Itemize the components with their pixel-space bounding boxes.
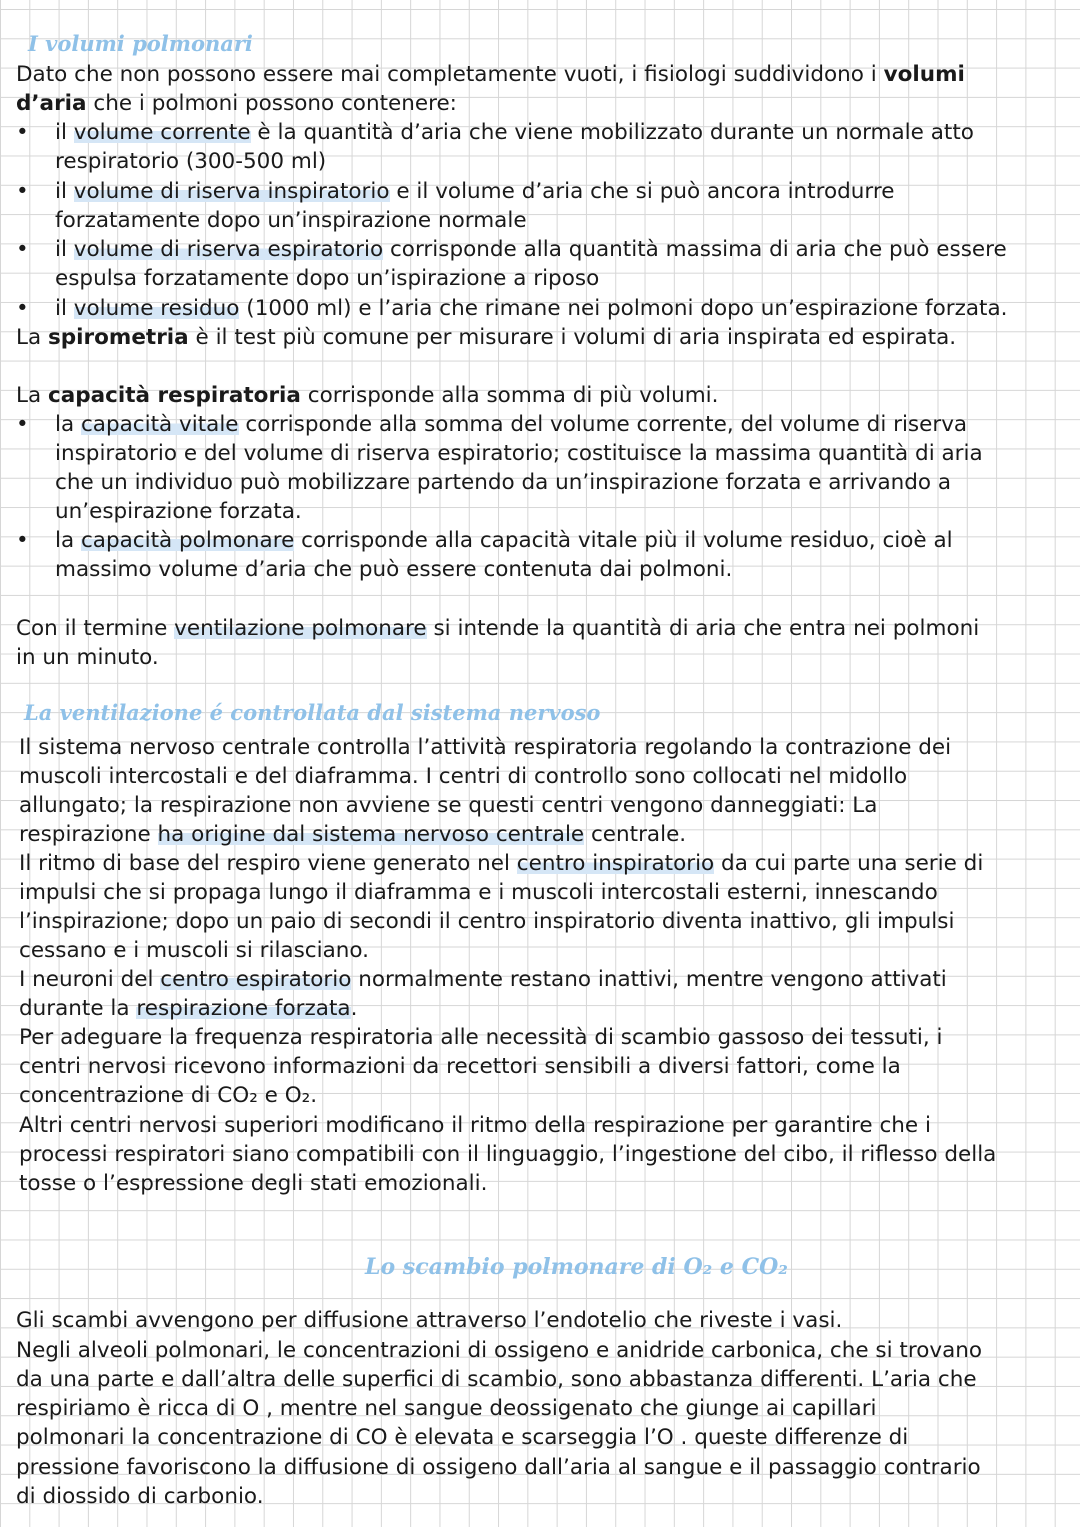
- intro-line-1: Dato che non possono essere mai completamente vuoti, i fisiologi suddividono i volumi: [16, 62, 965, 87]
- bullet-dot: •: [16, 179, 29, 204]
- paragraph-line: polmonari la concentrazione di CO è elevata e scarseggia l’O . queste differenze di: [16, 1425, 909, 1450]
- section-heading-ventilazione: La ventilazione é controllata dal sistema nervoso: [24, 700, 601, 725]
- paragraph-line: concentrazione di CO₂ e O₂.: [19, 1083, 318, 1108]
- bullet-dot: •: [16, 528, 29, 553]
- bullet-riserva-inspiratorio: il volume di riserva inspiratorio e il volume d’aria che si può ancora introdurre: [55, 179, 895, 204]
- section-heading-volumi: I volumi polmonari: [28, 31, 253, 56]
- bullet-dot: •: [16, 120, 29, 145]
- bullet-dot: •: [16, 237, 29, 262]
- bullet-volume-corrente: il volume corrente è la quantità d’aria che viene mobilizzato durante un normale atto: [55, 120, 974, 145]
- paragraph-line: Gli scambi avvengono per diffusione attraverso l’endotelio che riveste i vasi.: [16, 1308, 843, 1333]
- paragraph-line: l’inspirazione; dopo un paio di secondi il centro inspiratorio diventa inattivo, gli impulsi: [19, 909, 955, 934]
- spirometria-line: La spirometria è il test più comune per misurare i volumi di aria inspirata ed espirata.: [16, 325, 957, 350]
- paragraph-line: impulsi che si propaga lungo il diaframma e i muscoli intercostali esterni, innescando: [19, 880, 938, 905]
- bullet-riserva-espiratorio: il volume di riserva espiratorio corrisponde alla quantità massima di aria che può essere: [55, 237, 1007, 262]
- ventilazione-line: Con il termine ventilazione polmonare si intende la quantità di aria che entra nei polmoni: [16, 616, 980, 641]
- paragraph-line: centri nervosi ricevono informazioni da recettori sensibili a diversi fattori, come la: [19, 1054, 901, 1079]
- bullet-continuation: massimo volume d’aria che può essere contenuta dai polmoni.: [55, 557, 733, 582]
- paragraph-line: respirazione ha origine dal sistema nervoso centrale centrale.: [19, 822, 687, 847]
- bullet-dot: •: [16, 296, 29, 321]
- intro-line-2: d’aria che i polmoni possono contenere:: [16, 91, 457, 116]
- paragraph-line: Il sistema nervoso centrale controlla l’attività respiratoria regolando la contrazione dei: [19, 735, 952, 760]
- paragraph-line: pressione favoriscono la diffusione di ossigeno dall’aria al sangue e il passaggio contrario: [16, 1455, 981, 1480]
- paragraph-line: cessano e i muscoli si rilasciano.: [19, 938, 370, 963]
- paragraph-line: da una parte e dall’altra delle superfici di scambio, sono abbastanza differenti. L’aria che: [16, 1367, 977, 1392]
- paragraph-line: Il ritmo di base del respiro viene generato nel centro inspiratorio da cui parte una serie di: [19, 851, 984, 876]
- paragraph-line: processi respiratori siano compatibili con il linguaggio, l’ingestione del cibo, il riflesso della: [19, 1142, 997, 1167]
- paragraph-line: Per adeguare la frequenza respiratoria alle necessità di scambio gassoso dei tessuti, i: [19, 1025, 943, 1050]
- bullet-continuation: respiratorio (300-500 ml): [55, 149, 327, 174]
- bullet-continuation: forzatamente dopo un’inspirazione normale: [55, 208, 527, 233]
- bullet-dot: •: [16, 412, 29, 437]
- bullet-volume-residuo: il volume residuo (1000 ml) e l’aria che rimane nei polmoni dopo un’espirazione forzata.: [55, 296, 1008, 321]
- bullet-continuation: un’espirazione forzata.: [55, 499, 302, 524]
- bullet-continuation: inspiratorio e del volume di riserva espiratorio; costituisce la massima quantità di aria: [55, 441, 983, 466]
- bullet-continuation: espulsa forzatamente dopo un’ispirazione a riposo: [55, 266, 600, 291]
- paragraph-line: Altri centri nervosi superiori modificano il ritmo della respirazione per garantire che i: [19, 1113, 931, 1138]
- bullet-capacita-polmonare: la capacità polmonare corrisponde alla capacità vitale più il volume residuo, cioè al: [55, 528, 953, 553]
- paragraph-line: muscoli intercostali e del diaframma. I centri di controllo sono collocati nel midollo: [19, 764, 908, 789]
- capacita-line: La capacità respiratoria corrisponde alla somma di più volumi.: [16, 383, 719, 408]
- bullet-continuation: che un individuo può mobilizzare partendo da un’inspirazione forzata e arrivando a: [55, 470, 952, 495]
- paragraph-line: di diossido di carbonio.: [16, 1484, 264, 1509]
- paragraph-line: Negli alveoli polmonari, le concentrazioni di ossigeno e anidride carbonica, che si trovano: [16, 1338, 983, 1363]
- ventilazione-line-2: in un minuto.: [16, 645, 159, 670]
- paragraph-line: tosse o l’espressione degli stati emozionali.: [19, 1171, 488, 1196]
- section-heading-scambio: Lo scambio polmonare di O₂ e CO₂: [365, 1254, 788, 1280]
- paragraph-line: allungato; la respirazione non avviene se questi centri vengono danneggiati: La: [19, 793, 878, 818]
- bullet-capacita-vitale: la capacità vitale corrisponde alla somma del volume corrente, del volume di riserva: [55, 412, 968, 437]
- paragraph-line: I neuroni del centro espiratorio normalmente restano inattivi, mentre vengono attivati: [19, 967, 947, 992]
- paragraph-line: durante la respirazione forzata.: [19, 996, 358, 1021]
- paragraph-line: respiriamo è ricca di O , mentre nel sangue deossigenato che giunge ai capillari: [16, 1396, 877, 1421]
